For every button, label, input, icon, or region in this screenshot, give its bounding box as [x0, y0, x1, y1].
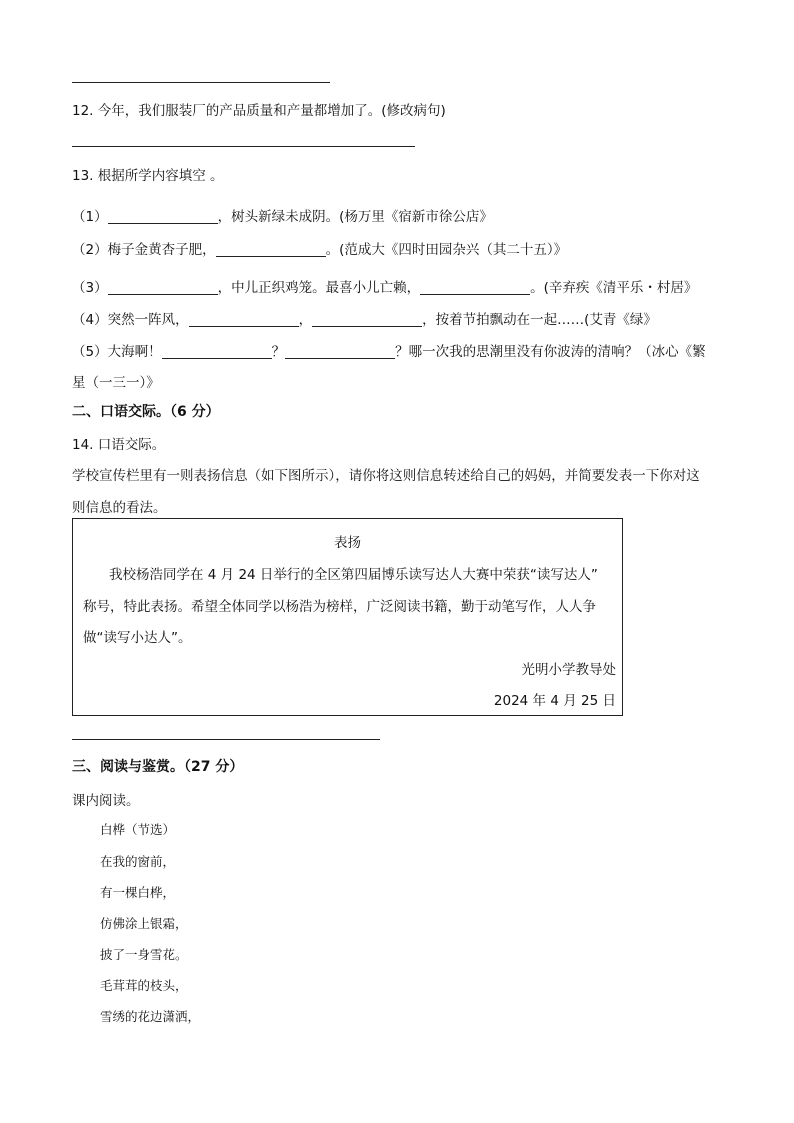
notice-line-3: 做“读写小达人”。	[83, 630, 192, 646]
poem-line-4: 仿佛涂上银霜，	[100, 916, 188, 931]
q13-item-1-num: （1）	[72, 209, 108, 225]
notice-line-2: 称号，特此表扬。希望全体同学以杨浩为榜样，广泛阅读书籍，勤于动笔写作，人人争	[83, 599, 596, 615]
poem-line-5: 披了一身雪花。	[100, 947, 188, 962]
fill-blank[interactable]	[216, 242, 326, 257]
question-12: 12. 今年，我们服装厂的产品质量和产量都增加了。(修改病句)	[72, 103, 446, 119]
q13-item-5-num: （5）大海啊！	[72, 344, 162, 360]
q13-item-3-text-b: 。(辛弃疾《清平乐・村居》	[530, 280, 698, 296]
q13-item-2-text: 。(范成大《四时田园杂兴（其二十五）》	[325, 242, 568, 258]
notice-line-1: 我校杨浩同学在 4 月 24 日举行的全区第四届博乐读写达人大赛中荣获“读写达人”	[109, 567, 598, 583]
question-14-title: 14. 口语交际。	[72, 437, 166, 453]
q13-item-5-text-a: ？	[271, 344, 286, 360]
q13-item-2	[72, 238, 567, 258]
fill-blank[interactable]	[420, 280, 530, 295]
q13-item-4	[72, 308, 657, 328]
q13-item-5-continued: 星（一三一）》	[72, 375, 160, 391]
poem-line-3: 有一棵白桦，	[100, 885, 176, 900]
q13-item-4-text-b: ，按着节拍飘动在一起……(艾青《绿》	[422, 312, 657, 328]
answer-line-12	[72, 146, 415, 147]
notice-signer: 光明小学教导处	[521, 662, 616, 678]
section-3-subheading: 课内阅读。	[72, 793, 140, 809]
notice-title: 表扬	[334, 535, 361, 551]
praise-notice-box	[72, 518, 623, 716]
q13-item-4-num: （4）突然一阵风，	[72, 312, 189, 328]
notice-date: 2024 年 4 月 25 日	[493, 693, 616, 709]
question-14-text-line-2: 则信息的看法。	[72, 500, 167, 516]
q13-item-5-text-b: ？哪一次我的思潮里没有你波涛的清响？（冰心《繁	[395, 344, 706, 360]
q13-item-3-num: （3）	[72, 280, 108, 296]
poem-line-7: 雪绣的花边潇洒，	[100, 1009, 201, 1024]
section-3-heading: 三、阅读与鉴赏。（27 分）	[72, 759, 244, 775]
q13-item-2-num: （2）梅子金黄杏子肥，	[72, 242, 216, 258]
fill-blank[interactable]	[162, 344, 272, 359]
fill-blank[interactable]	[312, 312, 422, 327]
poem-line-6: 毛茸茸的枝头，	[100, 978, 188, 993]
q13-item-3	[72, 276, 697, 296]
q13-item-5	[72, 340, 706, 360]
answer-line-11	[72, 82, 330, 83]
q13-item-1	[72, 205, 493, 225]
poem-line-1: 白桦（节选）	[100, 822, 176, 837]
poem-line-2: 在我的窗前，	[100, 854, 176, 869]
fill-blank[interactable]	[108, 280, 218, 295]
answer-line-14	[72, 739, 380, 740]
q13-item-3-text-a: ，中儿正织鸡笼。最喜小儿亡赖，	[217, 280, 421, 296]
q13-item-1-text: ，树头新绿未成阴。(杨万里《宿新市徐公店》	[217, 209, 493, 225]
q13-item-4-text-a: ，	[298, 312, 313, 328]
question-13-title: 13. 根据所学内容填空 。	[72, 168, 224, 184]
fill-blank[interactable]	[189, 312, 299, 327]
fill-blank[interactable]	[108, 209, 218, 224]
section-2-heading: 二、口语交际。（6 分）	[72, 404, 220, 420]
fill-blank[interactable]	[285, 344, 395, 359]
question-14-text-line-1: 学校宣传栏里有一则表扬信息（如下图所示），请你将这则信息转述给自己的妈妈，并简要发表一下你对这	[72, 468, 700, 484]
